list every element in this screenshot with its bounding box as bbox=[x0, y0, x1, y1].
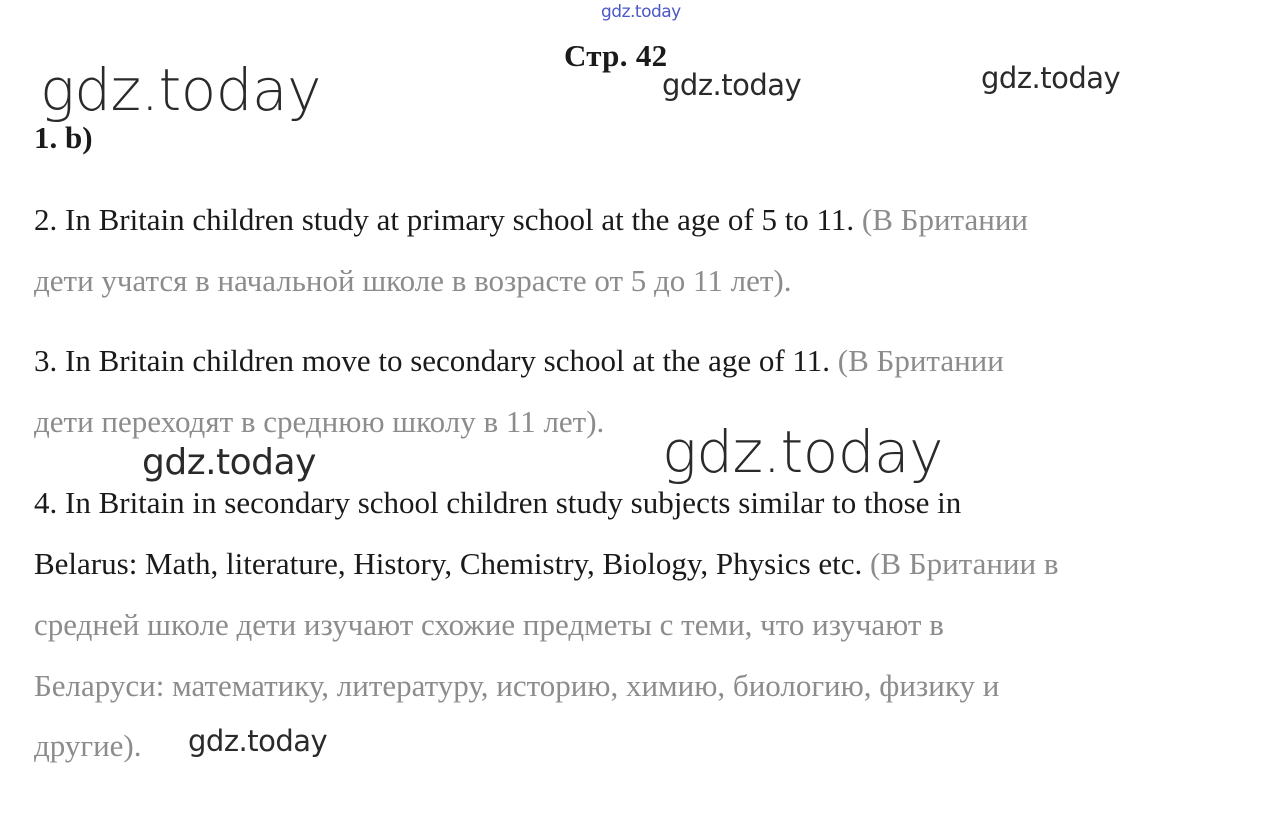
watermark-top: gdz.today bbox=[601, 2, 681, 22]
answer-line bbox=[34, 402, 604, 442]
watermark-right-top: gdz.today bbox=[981, 61, 1121, 95]
russian-text: (В Британии в bbox=[862, 546, 1059, 581]
russian-text: (В Британии bbox=[830, 343, 1004, 378]
russian-text: (В Британии bbox=[854, 202, 1029, 237]
answer-line bbox=[34, 544, 1059, 584]
russian-text: средней школе дети изучают схожие предметы с теми, что изучают в bbox=[34, 607, 944, 642]
page-title: Стр. 42 bbox=[564, 38, 668, 73]
russian-text: дети учатся в начальной школе в возрасте от 5 до 11 лет). bbox=[34, 263, 792, 298]
watermark-big-left: gdz.today bbox=[40, 56, 321, 124]
answer-line bbox=[34, 605, 944, 645]
watermark-bottom: gdz.today bbox=[188, 724, 328, 758]
watermark-big-center: gdz.today bbox=[662, 418, 943, 486]
answer-line bbox=[34, 341, 1004, 381]
answer-line bbox=[34, 666, 999, 706]
english-text: 2. In Britain children study at primary school at the age of 5 to 11. bbox=[34, 202, 855, 237]
answer-line bbox=[34, 483, 961, 523]
watermark-mid-left: gdz.today bbox=[142, 442, 316, 483]
answer-line bbox=[34, 726, 142, 766]
russian-text: дети переходят в среднюю школу в 11 лет). bbox=[34, 404, 605, 439]
russian-text: другие). bbox=[34, 728, 142, 763]
russian-text: Беларуси: математику, литературу, историю, химию, биологию, физику и bbox=[34, 668, 1000, 703]
english-text: Belarus: Math, literature, History, Chemistry, Biology, Physics etc. bbox=[34, 546, 863, 581]
english-text: 3. In Britain children move to secondary school at the age of 11. bbox=[34, 343, 831, 378]
answer-line bbox=[34, 200, 1028, 240]
answer-heading: 1. b) bbox=[34, 120, 93, 155]
watermark-mid-top: gdz.today bbox=[662, 68, 802, 102]
answer-line bbox=[34, 261, 792, 301]
english-text: 4. In Britain in secondary school children study subjects similar to those in bbox=[34, 485, 962, 520]
